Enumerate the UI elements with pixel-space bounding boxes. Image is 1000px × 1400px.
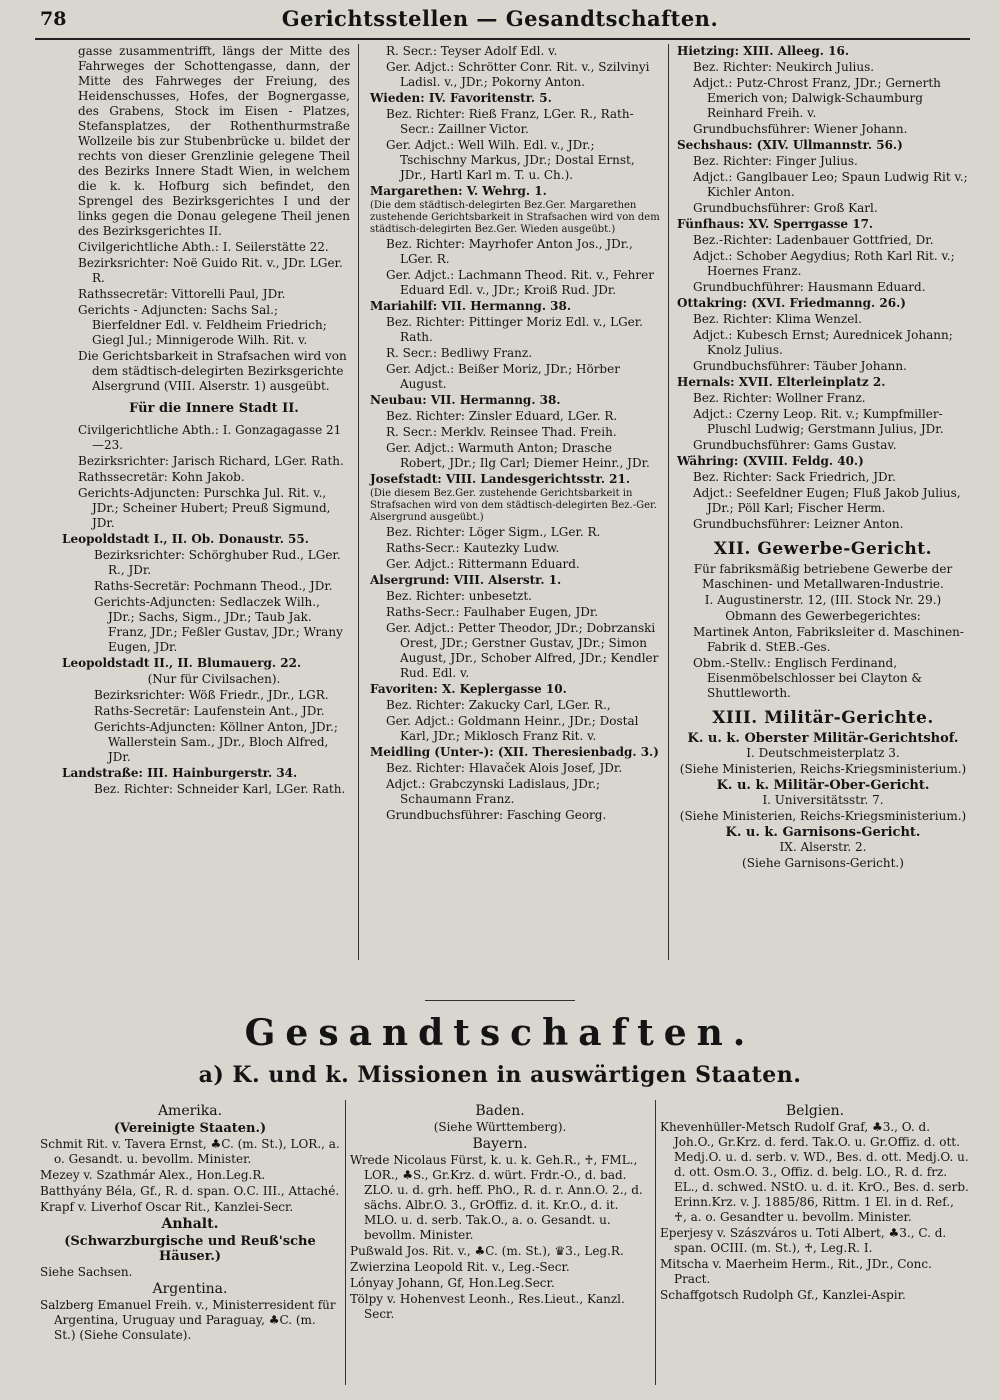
- entry: Bez. Richter: Zakucky Carl, LGer. R.,: [386, 698, 611, 712]
- entry: Grundbuchsführer: Groß Karl.: [693, 201, 878, 215]
- entry: Gerichts-Adjuncten: Purschka Jul. Rit. v., JDr.; Scheiner Hubert; Preuß Sigmund, JDr.: [78, 486, 331, 530]
- entry: Tölpy v. Hohenvest Leonh., Res.Lieut., Kanzl. Secr.: [350, 1292, 625, 1321]
- entry: Bez. Richter: Mayrhofer Anton Jos., JDr., LGer. R.: [386, 237, 633, 266]
- entry: Für fabriksmäßig betriebene Gewerbe der Maschinen- und Metallwaren-Industrie.: [693, 562, 953, 591]
- column-2: [370, 44, 660, 824]
- district-heading: Meidling (Unter-): (XII. Theresienbadg. 3.): [370, 745, 659, 759]
- entry-note: (Siehe Ministerien, Reichs-Kriegsministerium.): [679, 809, 967, 823]
- entry: Gerichts - Adjuncten: Sachs Sal.; Bierfeldner Edl. v. Feldheim Friedrich; Giegl Jul.; Minnigerode Wilh. Rit. v.: [78, 303, 327, 347]
- intro-paragraph: gasse zusammentrifft, längs der Mitte des Fahrweges der Schottengasse, dann, der Mitte des Fahrweges der Freiung, des Heidenschusses, Hofes, der Bognergasse, des Grabens, Stock im Eisen - Platzes, Stefansplatzes, der Rothenthurmstraße Wollzeile bis zur Stubenbrücke u. bildet der rechts von dieser Grenzlinie gelegene Theil des Bezirks Innere Stadt Wien, in welchem die k. k. Hofburg sich befindet, den Sprengel des Bezirksgerichtes I und der links gegen die Donau gelegene Theil jenen des Bezirksgerichtes II.: [78, 44, 350, 238]
- section-heading: XIII. Militär-Gerichte.: [712, 708, 934, 728]
- district-heading: Landstraße: III. Hainburgerstr. 34.: [62, 766, 298, 780]
- entry: Mezey v. Szathmár Alex., Hon.Leg.R.: [40, 1168, 266, 1182]
- entry: Zwierzina Leopold Rit. v., Leg.-Secr.: [350, 1260, 570, 1274]
- entry: Grundbuchsführer: Gams Gustav.: [693, 438, 897, 452]
- entry: Bez.-Richter: Ladenbauer Gottfried, Dr.: [693, 233, 934, 247]
- entry: R. Secr.: Merklv. Reinsee Thad. Freih.: [386, 425, 617, 439]
- entry: Lónyay Johann, Gf, Hon.Leg.Secr.: [350, 1276, 555, 1290]
- entry: Bez. Richter: Löger Sigm., LGer. R.: [386, 525, 601, 539]
- entry: Bez. Richter: Wollner Franz.: [693, 391, 866, 405]
- entry: Raths-Secretär: Laufenstein Ant., JDr.: [94, 704, 325, 718]
- entry: Ger. Adjct.: Rittermann Eduard.: [386, 557, 580, 571]
- entry: Pußwald Jos. Rit. v., ♣C. (m. St.), ♛3., Leg.R.: [350, 1244, 624, 1258]
- entry: Ger. Adjct.: Goldmann Heinr., JDr.; Dostal Karl, JDr.; Miklosch Franz Rit. v.: [386, 714, 639, 743]
- entry: Khevenhüller-Metsch Rudolf Graf, ♣3., O. d. Joh.O., Gr.Krz. d. ferd. Tak.O. u. Gr.Offiz. d. ott. Medj.O. u. d. serb. v. WD., Bes. d. ott. Medj.O. u. d. ott. Osm.O. 3., Offiz. d. belg. LO., R. d. frz. EL., d. schwed. NStO. u. d. it. KrO., Bes. d. serb. Erinn.Krz. v. J. 1885/86, Rittm. 1 El. in d. Ref., ♰, a. o. Gesandter u. bevollm. Minister.: [660, 1120, 969, 1224]
- country-subheading: (Schwarzburgische und Reuß'sche Häuser.): [64, 1234, 316, 1264]
- running-title: Gerichtsstellen — Gesandtschaften.: [281, 6, 719, 31]
- entry: Rathssecretär: Vittorelli Paul, JDr.: [78, 287, 286, 301]
- entry: I. Universitätsstr. 7.: [762, 793, 884, 807]
- column-3: [677, 44, 969, 872]
- entry: Grundbuchsführer: Fasching Georg.: [386, 808, 607, 822]
- entry: Grundbuchsführer: Täuber Johann.: [693, 359, 907, 373]
- court-heading: K. u. k. Garnisons-Gericht.: [725, 825, 921, 840]
- missions-column-1: [40, 1102, 340, 1344]
- district-heading: Leopoldstadt II., II. Blumauerg. 22.: [62, 656, 302, 670]
- entry: Bezirksrichter: Noë Guido Rit. v., JDr. LGer. R.: [78, 256, 343, 285]
- entry: Bez. Richter: Zinsler Eduard, LGer. R.: [386, 409, 618, 423]
- country-heading: Belgien.: [785, 1103, 845, 1119]
- entry: Ger. Adjct.: Lachmann Theod. Rit. v., Fehrer Eduard Edl. v., JDr.; Kroiß Rud. JDr.: [386, 268, 654, 297]
- entry-note: (Nur für Civilsachen).: [147, 672, 281, 686]
- entry: Die Gerichtsbarkeit in Strafsachen wird von dem städtisch-delegirten Bezirksgerichte Alsergrund (VIII. Alserstr. 1) ausgeübt.: [78, 349, 347, 393]
- entry: Schaffgotsch Rudolph Gf., Kanzlei-Aspir.: [660, 1288, 906, 1302]
- entry: Adjct.: Ganglbauer Leo; Spaun Ludwig Rit v.; Kichler Anton.: [693, 170, 968, 199]
- entry: R. Secr.: Teyser Adolf Edl. v.: [386, 44, 558, 58]
- country-subheading: (Vereinigte Staaten.): [113, 1121, 267, 1136]
- entry: Raths-Secr.: Kautezky Ludw.: [386, 541, 560, 555]
- district-heading: Wieden: IV. Favoritenstr. 5.: [370, 91, 552, 105]
- entry: Adjct.: Kubesch Ernst; Aurednicek Johann; Knolz Julius.: [693, 328, 953, 357]
- entry: Batthyány Béla, Gf., R. d. span. O.C. III., Attaché.: [40, 1184, 340, 1198]
- district-heading: Hietzing: XIII. Alleeg. 16.: [677, 44, 849, 58]
- entry-note: (Die diesem Bez.Ger. zustehende Gerichtsbarkeit in Strafsachen wird von dem städtisch-delegirten Bez.-Ger. Alsergrund ausgeübt.): [370, 488, 657, 523]
- court-heading: K. u. k. Oberster Militär-Gerichtshof.: [687, 731, 959, 746]
- entry: Adjct.: Seefeldner Eugen; Fluß Jakob Julius, JDr.; Pöll Karl; Fischer Herm.: [693, 486, 961, 515]
- entry: Bezirksrichter: Jarisch Richard, LGer. Rath.: [78, 454, 344, 468]
- entry: Adjct.: Grabczynski Ladislaus, JDr.; Schaumann Franz.: [386, 777, 601, 806]
- entry: Bez. Richter: Finger Julius.: [693, 154, 858, 168]
- entry: Grundbuchführer: Hausmann Eduard.: [693, 280, 926, 294]
- header-rule: [35, 38, 970, 40]
- district-heading: Neubau: VII. Hermanng. 38.: [370, 393, 561, 407]
- country-heading: Baden.: [475, 1103, 525, 1119]
- entry: Bez. Richter: Pittinger Moriz Edl. v., LGer. Rath.: [386, 315, 643, 344]
- court-heading: K. u. k. Militär-Ober-Gericht.: [716, 778, 930, 793]
- country-heading: Argentina.: [152, 1281, 228, 1297]
- entry: Salzberg Emanuel Freih. v., Ministerresident für Argentina, Uruguay und Paraguay, ♣C. (m. St.) (Siehe Consulate).: [40, 1298, 336, 1342]
- district-heading: Ottakring: (XVI. Friedmanng. 26.): [677, 296, 906, 310]
- entry: Bez. Richter: Rieß Franz, LGer. R., Rath-Secr.: Zaillner Victor.: [386, 107, 634, 136]
- entry: Wrede Nicolaus Fürst, k. u. k. Geh.R., ♰, FML., LOR., ♣S., Gr.Krz. d. würt. Frdr.-O., d. bad. ZLO. u. d. grh. heff. PhO., R. d. r. Ann.O. 2., d. sächs. Albr.O. 3., GrOffiz. d. it. Kr.O., d. it. MLO. u. d. serb. Tak.O., a. o. Gesandt. u. bevollm. Minister.: [350, 1153, 643, 1242]
- section-subtitle: a) K. und k. Missionen in auswärtigen Staaten.: [198, 1062, 802, 1088]
- entry: Bez. Richter: Schneider Karl, LGer. Rath.: [94, 782, 346, 796]
- district-heading: Fünfhaus: XV. Sperrgasse 17.: [677, 217, 874, 231]
- country-heading: Amerika.: [157, 1103, 223, 1119]
- district-heading: Währing: (XVIII. Feldg. 40.): [677, 454, 864, 468]
- district-heading: Josefstadt: VIII. Landesgerichtsstr. 21.: [370, 472, 631, 486]
- country-heading: Bayern.: [472, 1136, 528, 1152]
- missions-column-2: [350, 1102, 650, 1323]
- entry: Bez. Richter: Hlavaček Alois Josef, JDr.: [386, 761, 623, 775]
- entry: Adjct.: Putz-Chrost Franz, JDr.; Gernerth Emerich von; Dalwigk-Schaumburg Reinhard Freih. v.: [693, 76, 941, 120]
- entry: Ger. Adjct.: Petter Theodor, JDr.; Dobrzanski Orest, JDr.; Gerstner Gustav, JDr.; Simon August, JDr., Schober Alfred, JDr.; Kendler Rud. Edl. v.: [386, 621, 659, 680]
- entry: Gerichts-Adjuncten: Köllner Anton, JDr.; Wallerstein Sam., JDr., Bloch Alfred, JDr.: [94, 720, 338, 764]
- entry: R. Secr.: Bedliwy Franz.: [386, 346, 533, 360]
- entry: Bez. Richter: Neukirch Julius.: [693, 60, 875, 74]
- entry: Adjct.: Schober Aegydius; Roth Karl Rit. v.; Hoernes Franz.: [693, 249, 955, 278]
- entry-note: (Die dem städtisch-delegirten Bez.Ger. Margarethen zustehende Gerichtsbarkeit in Strafsachen wird von dem städtisch-delegirten Bez.Ger. Wieden ausgeübt.): [370, 200, 660, 235]
- entry-note: (Siehe Württemberg).: [433, 1120, 567, 1134]
- district-heading: Mariahilf: VII. Hermanng. 38.: [370, 299, 572, 313]
- entry: Bez. Richter: Klima Wenzel.: [693, 312, 862, 326]
- missions-column-3: [660, 1102, 970, 1304]
- entry: Ger. Adjct.: Warmuth Anton; Drasche Robert, JDr.; Ilg Carl; Diemer Heinr., JDr.: [386, 441, 650, 470]
- entry: I. Augustinerstr. 12, (III. Stock Nr. 29.): [704, 593, 942, 607]
- entry: Ger. Adjct.: Well Wilh. Edl. v., JDr.; Tschischny Markus, JDr.; Dostal Ernst, JDr., Hartl Karl m. T. u. Ch.).: [386, 138, 635, 182]
- entry: Bezirksrichter: Schörghuber Rud., LGer. R., JDr.: [94, 548, 341, 577]
- entry: Raths-Secretär: Pochmann Theod., JDr.: [94, 579, 333, 593]
- entry: Eperjesy v. Szászváros u. Toti Albert, ♣3., C. d. span. OCIII. (m. St.), ♰, Leg.R. I.: [660, 1226, 947, 1255]
- district-heading: Margarethen: V. Wehrg. 1.: [370, 184, 547, 198]
- section-heading: XII. Gewerbe-Gericht.: [713, 539, 933, 559]
- country-heading: Anhalt.: [161, 1216, 219, 1232]
- entry: Mitscha v. Maerheim Herm., Rit., JDr., Conc. Pract.: [660, 1257, 932, 1286]
- entry: Ger. Adjct.: Beißer Moriz, JDr.; Hörber August.: [386, 362, 620, 391]
- entry: Bez. Richter: unbesetzt.: [386, 589, 532, 603]
- entry: Martinek Anton, Fabriksleiter d. Maschinen-Fabrik d. StEB.-Ges.: [693, 625, 964, 654]
- column-rule-3: [345, 1100, 346, 1385]
- entry: Obm.-Stellv.: Englisch Ferdinand, Eisenmöbelschlosser bei Clayton & Shuttleworth.: [693, 656, 923, 700]
- district-heading: Sechshaus: (XIV. Ullmannstr. 56.): [677, 138, 903, 152]
- entry: Civilgerichtliche Abth.: I. Seilerstätte 22.: [78, 240, 329, 254]
- entry: Bez. Richter: Sack Friedrich, JDr.: [693, 470, 896, 484]
- page-header: [0, 0, 1000, 40]
- column-1: [62, 44, 350, 798]
- entry: Grundbuchsführer: Wiener Johann.: [693, 122, 908, 136]
- entry: Civilgerichtliche Abth.: I. Gonzagagasse 21—23.: [78, 423, 342, 452]
- entry: Bezirksrichter: Wöß Friedr., JDr., LGR.: [94, 688, 329, 702]
- district-heading: Favoriten: X. Keplergasse 10.: [370, 682, 567, 696]
- entry: I. Deutschmeisterplatz 3.: [746, 746, 900, 760]
- page-number: 78: [40, 8, 67, 30]
- column-rule-2: [668, 44, 669, 960]
- entry: Siehe Sachsen.: [40, 1265, 133, 1279]
- entry-note: (Siehe Garnisons-Gericht.): [742, 856, 904, 870]
- section-divider: [425, 1000, 575, 1001]
- section-title: Gesandtschaften.: [244, 1012, 756, 1054]
- entry: Adjct.: Czerny Leop. Rit. v.; Kumpfmiller-Pluschl Ludwig; Gerstmann Julius, JDr.: [693, 407, 944, 436]
- entry: Rathssecretär: Kohn Jakob.: [78, 470, 245, 484]
- entry-note: (Siehe Ministerien, Reichs-Kriegsministerium.): [679, 762, 967, 776]
- entry: Ger. Adjct.: Schrötter Conr. Rit. v., Szilvinyi Ladisl. v., JDr.; Pokorny Anton.: [386, 60, 650, 89]
- entry: Krapf v. Liverhof Oscar Rit., Kanzlei-Secr.: [40, 1200, 294, 1214]
- column-rule-4: [655, 1100, 656, 1385]
- district-heading: Leopoldstadt I., II. Ob. Donaustr. 55.: [62, 532, 309, 546]
- entry: Schmit Rit. v. Tavera Ernst, ♣C. (m. St.), LOR., a. o. Gesandt. u. bevollm. Minister.: [40, 1137, 340, 1166]
- entry: Obmann des Gewerbegerichtes:: [725, 609, 921, 623]
- district-heading: Für die Innere Stadt II.: [129, 401, 299, 416]
- entry: Grundbuchsführer: Leizner Anton.: [693, 517, 904, 531]
- entry: Raths-Secr.: Faulhaber Eugen, JDr.: [386, 605, 599, 619]
- column-rule-1: [358, 44, 359, 960]
- district-heading: Alsergrund: VIII. Alserstr. 1.: [370, 573, 562, 587]
- district-heading: Hernals: XVII. Elterleinplatz 2.: [677, 375, 886, 389]
- entry: IX. Alserstr. 2.: [779, 840, 867, 854]
- entry: Gerichts-Adjuncten: Sedlaczek Wilh., JDr.; Sachs, Sigm., JDr.; Taub Jak. Franz, JDr.; Feßler Gustav, JDr.; Wrany Eugen, JDr.: [94, 595, 343, 654]
